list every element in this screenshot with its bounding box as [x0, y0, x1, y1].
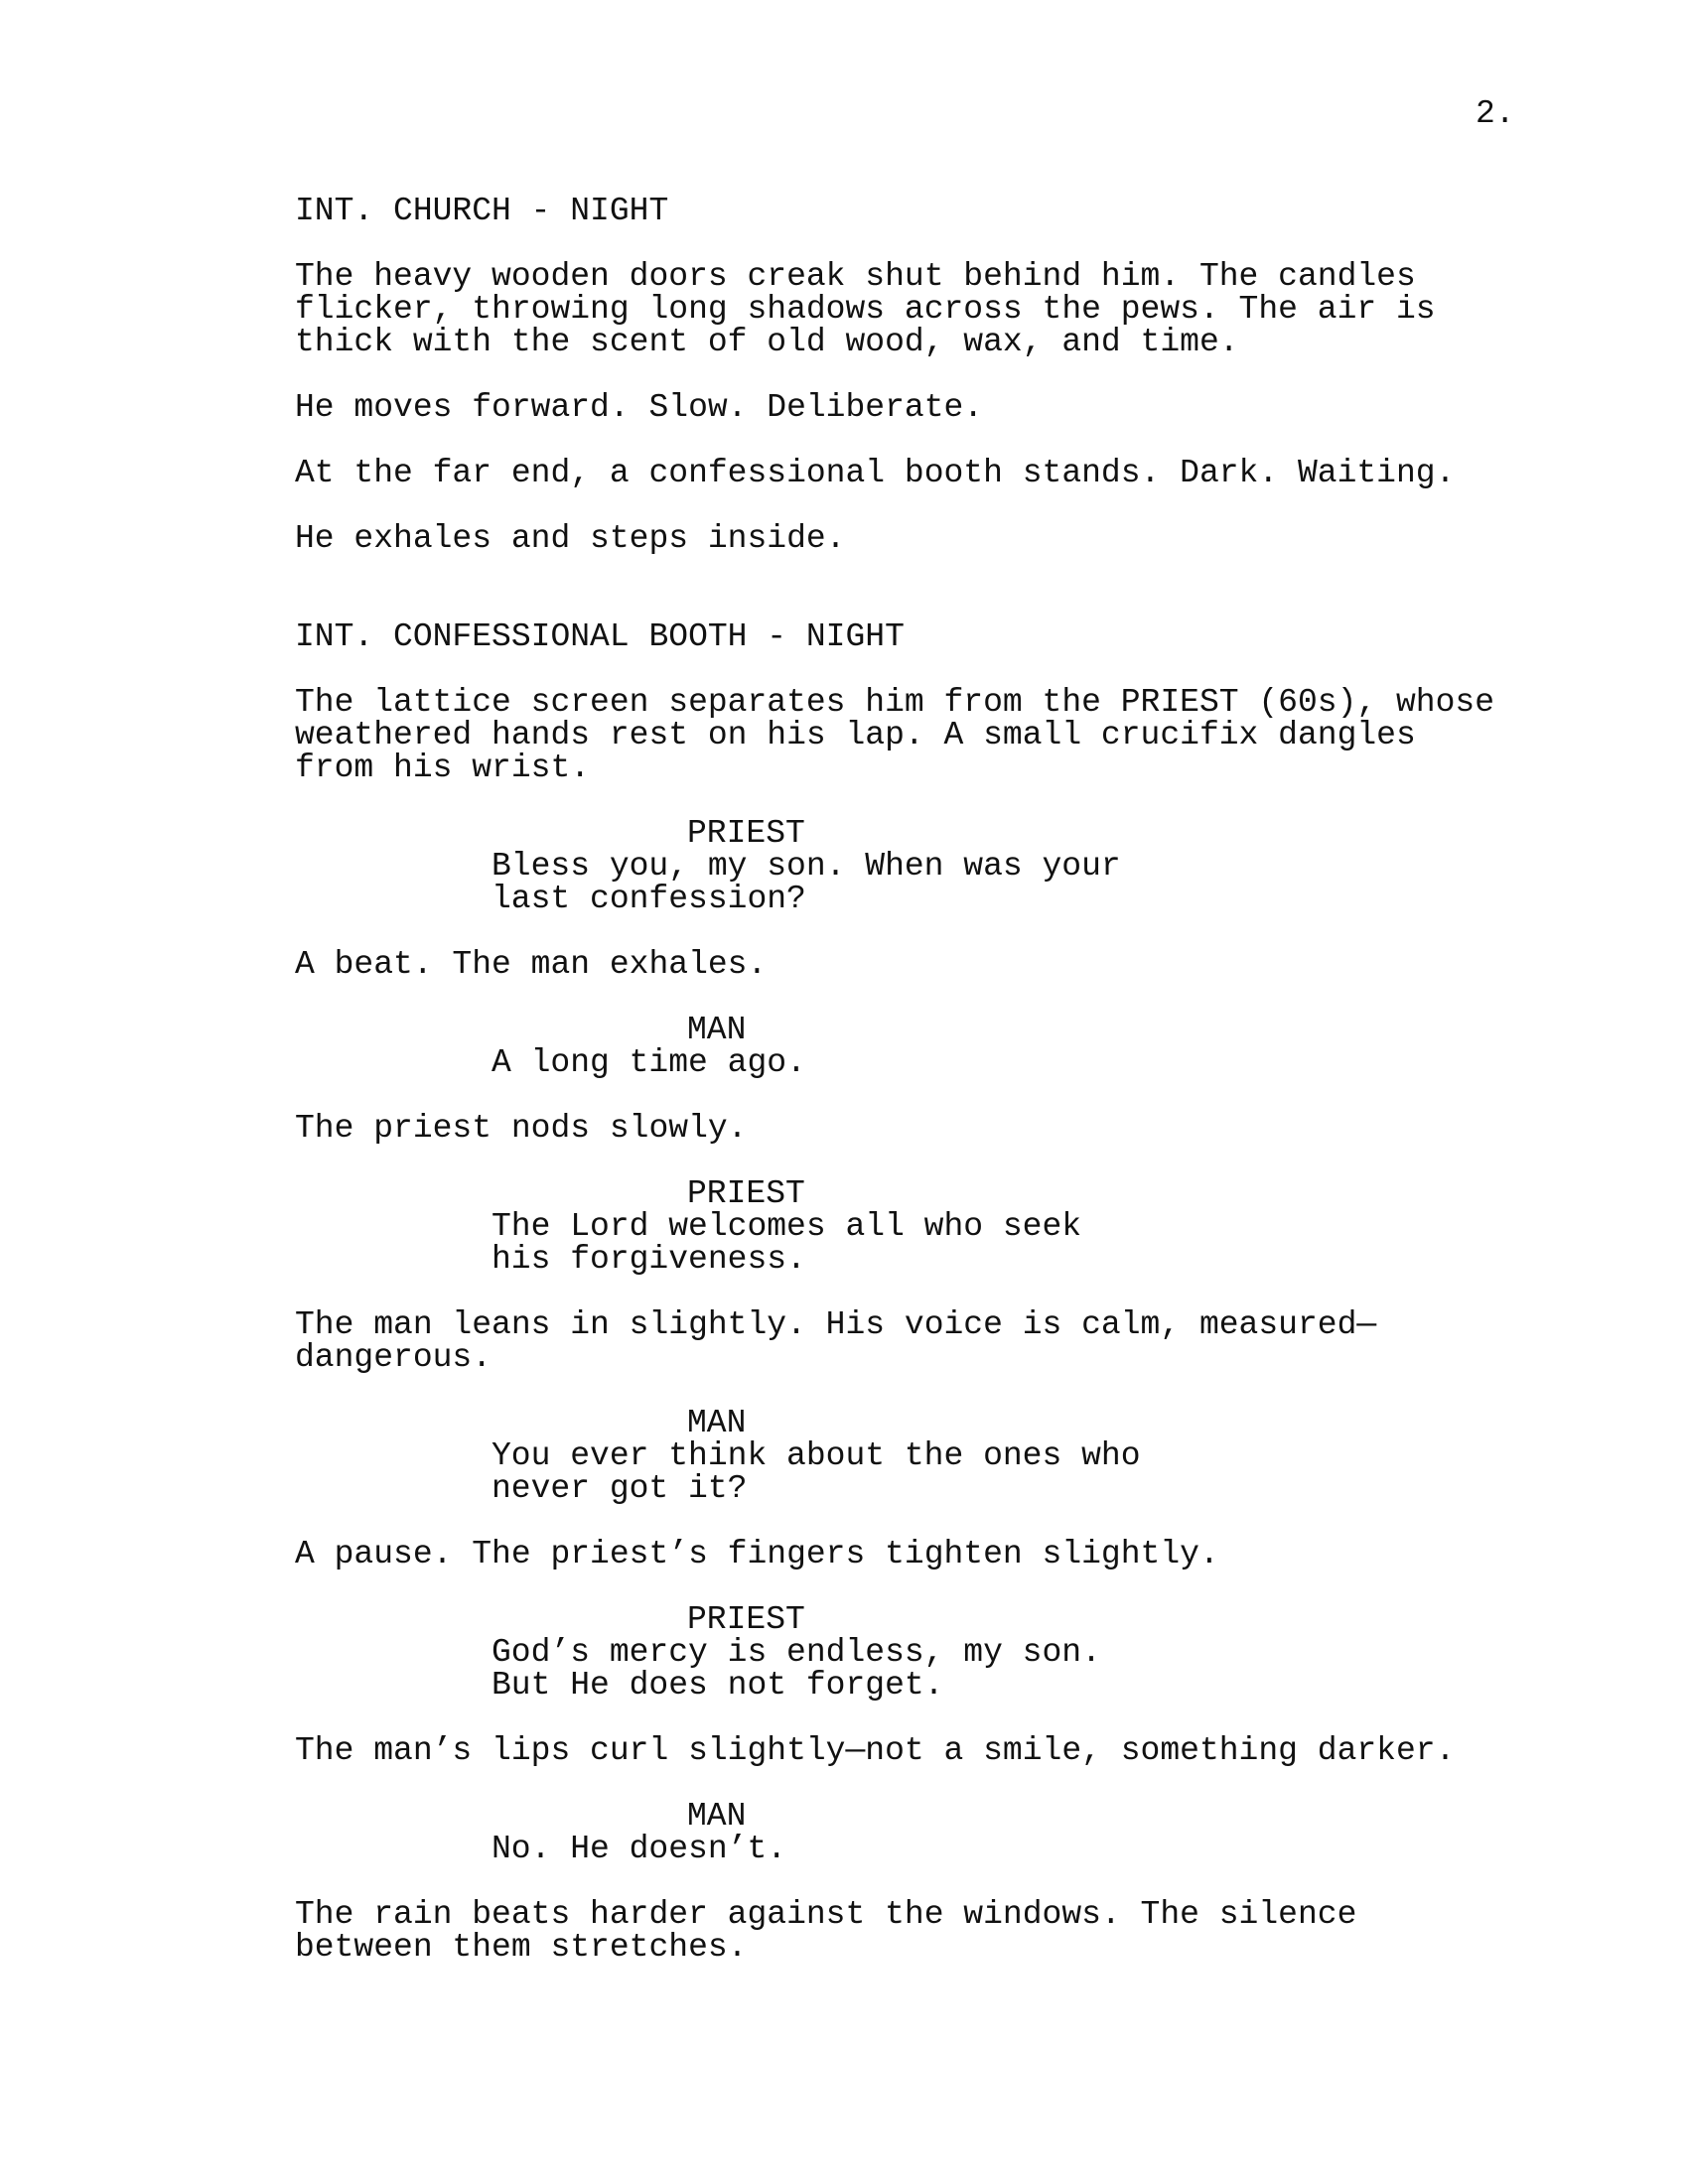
dialogue-line: You ever think about the ones who: [492, 1437, 1141, 1474]
action-line: between them stretches.: [295, 1929, 748, 1966]
action-line: flicker, throwing long shadows across the pews. The air is: [295, 291, 1436, 328]
action-line: The man leans in slightly. His voice is calm, measured—: [295, 1306, 1377, 1343]
dialogue-line: The Lord welcomes all who seek: [492, 1208, 1082, 1245]
action-line: The priest nods slowly.: [295, 1110, 748, 1147]
action-line: A pause. The priest’s fingers tighten slightly.: [295, 1536, 1219, 1572]
action-line: from his wrist.: [295, 750, 591, 786]
page-number: 2.: [1476, 95, 1515, 132]
action-line: The lattice screen separates him from the PRIEST (60s), whose: [295, 684, 1494, 721]
dialogue-line: last confession?: [492, 881, 806, 917]
dialogue-line: Bless you, my son. When was your: [492, 848, 1121, 885]
action-line: A beat. The man exhales.: [295, 946, 768, 983]
character-name: PRIEST: [687, 815, 805, 852]
dialogue-line: God’s mercy is endless, my son.: [492, 1634, 1101, 1671]
action-line: The heavy wooden doors creak shut behind him. The candles: [295, 258, 1416, 295]
action-line: The man’s lips curl slightly—not a smile, something darker.: [295, 1732, 1456, 1769]
action-line: He exhales and steps inside.: [295, 520, 846, 557]
scene-heading: INT. CHURCH - NIGHT: [295, 193, 669, 229]
character-name: MAN: [687, 1798, 747, 1835]
action-line: The rain beats harder against the windows. The silence: [295, 1896, 1357, 1933]
action-line: He moves forward. Slow. Deliberate.: [295, 389, 984, 426]
action-line: weathered hands rest on his lap. A small crucifix dangles: [295, 717, 1416, 753]
dialogue-line: never got it?: [492, 1470, 748, 1507]
action-line: dangerous.: [295, 1339, 492, 1376]
character-name: MAN: [687, 1405, 747, 1441]
character-name: PRIEST: [687, 1601, 805, 1638]
dialogue-line: A long time ago.: [492, 1044, 806, 1081]
character-name: PRIEST: [687, 1175, 805, 1212]
dialogue-line: No. He doesn’t.: [492, 1831, 787, 1867]
action-line: thick with the scent of old wood, wax, and time.: [295, 324, 1239, 360]
scene-heading: INT. CONFESSIONAL BOOTH - NIGHT: [295, 618, 905, 655]
character-name: MAN: [687, 1012, 747, 1048]
action-line: At the far end, a confessional booth stands. Dark. Waiting.: [295, 455, 1456, 491]
dialogue-line: his forgiveness.: [492, 1241, 806, 1278]
dialogue-line: But He does not forget.: [492, 1667, 944, 1704]
